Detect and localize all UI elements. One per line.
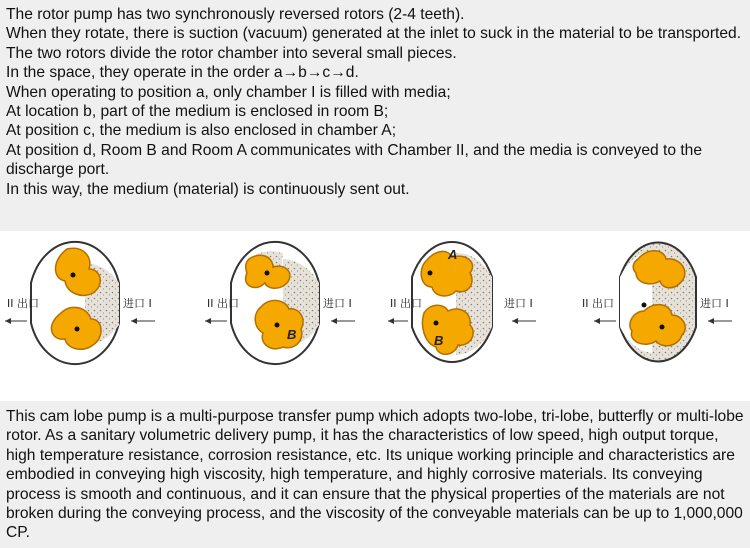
- intro-line: At position c, the medium is also enclosed in chamber A;: [6, 122, 397, 140]
- stage-c: [388, 242, 536, 401]
- outlet-label: II 出口: [207, 297, 239, 310]
- intro-line: At location b, part of the medium is enclosed in room B;: [6, 103, 389, 121]
- stage-a: [5, 242, 155, 401]
- pump-stages-svg: [0, 231, 750, 401]
- chamber-a-label: A: [448, 247, 458, 262]
- outlet-label: II 出口: [582, 297, 614, 310]
- chamber-b-label: B: [287, 327, 297, 342]
- description-paragraph: This cam lobe pump is a multi-purpose transfer pump which adopts two-lobe, tri-lobe, butterfly or multi-lobe rotor. As a sanitary volumetric delivery pump, it has the characteristics of low speed, high output torque, high temperature resistance, corrosion resistance, etc. Its unique working principle and characteristics are embodied in conveying high viscosity, high temperature, and highly corrosive materials. Its conveying process is smooth and continuous, and it can ensure that the physical properties of the materials are not broken during the conveying process, and the viscosity of the conveyable materials can be up to 1,000,000 CP.: [6, 408, 744, 542]
- inlet-label: 进口 I: [323, 297, 352, 310]
- intro-line: In this way, the medium (material) is continuously sent out.: [6, 180, 410, 198]
- stage-b: [205, 242, 355, 401]
- outlet-label: II 出口: [390, 297, 422, 310]
- intro-line: The two rotors divide the rotor chamber into several small pieces.: [6, 44, 457, 62]
- inlet-label: 进口 I: [700, 297, 729, 310]
- intro-line: The rotor pump has two synchronously reversed rotors (2-4 teeth).: [6, 6, 465, 23]
- chamber-b-label: B: [434, 333, 444, 348]
- intro-line: When operating to position a, only chamber I is filled with media;: [6, 83, 451, 101]
- description-text: [0, 401, 750, 548]
- intro-line: At position d, Room B and Room A communicates with Chamber II, and the media is conveyed to the discharge port.: [6, 141, 703, 179]
- outlet-label: II 出口: [7, 297, 39, 310]
- pump-stages-diagram: [0, 231, 750, 401]
- inlet-label: 进口 I: [123, 297, 152, 310]
- intro-line: When they rotate, there is suction (vacuum) generated at the inlet to suck in the material to be transported.: [6, 25, 742, 43]
- intro-line: In the space, they operate in the order a→b→c→d.: [6, 64, 359, 82]
- intro-text: [0, 0, 750, 231]
- stage-d: [582, 243, 732, 401]
- inlet-label: 进口 I: [504, 297, 533, 310]
